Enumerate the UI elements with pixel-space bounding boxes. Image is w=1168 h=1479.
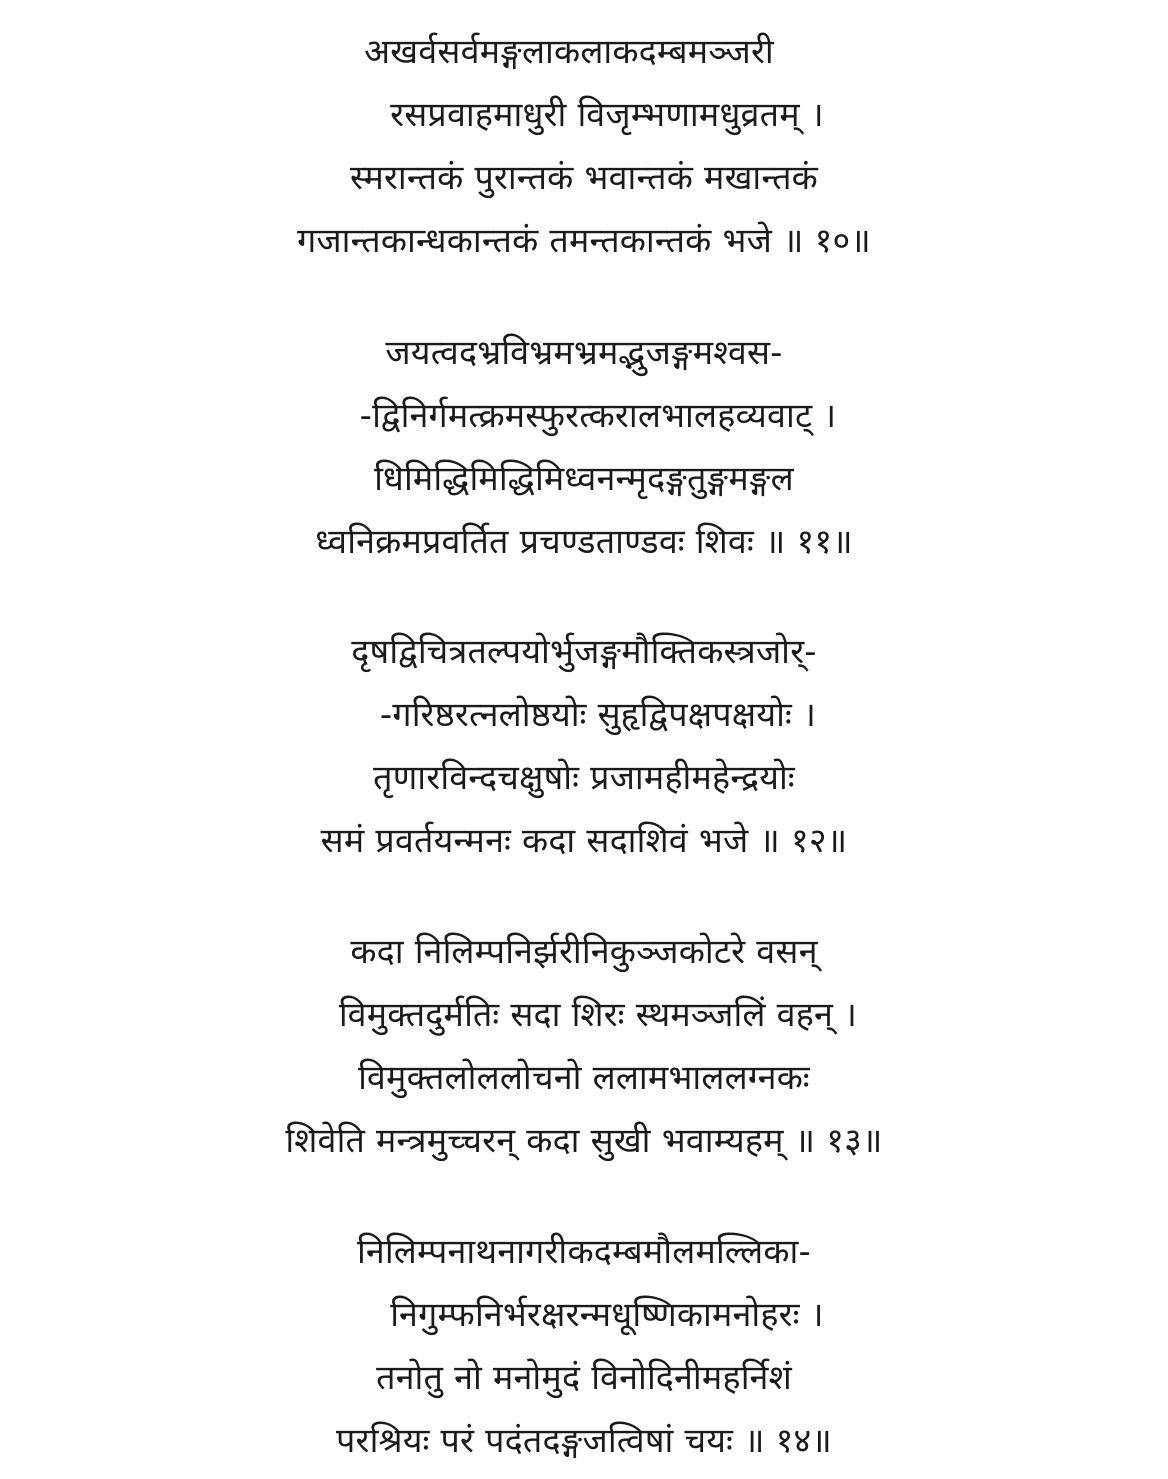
verse-line: रसप्रवाहमाधुरी विजृम्भणामधुव्रतम् । — [390, 95, 824, 135]
verse-line: कदा निलिम्पनिर्झरीनिकुञ्जकोटरे वसन् — [350, 932, 818, 972]
verse-line: तनोतु नो मनोमुदं विनोदिनीमहर्निशं — [376, 1358, 792, 1398]
verse-line: निलिम्पनाथनागरीकदम्बमौलमल्लिका- — [357, 1232, 811, 1272]
verse-line: अखर्वसर्वमङ्गलाकलाकदम्बमञ्जरी — [364, 32, 774, 72]
verse-line: विमुक्तलोललोचनो ललामभाललग्नकः — [358, 1058, 810, 1098]
verse-line: विमुक्तदुर्मतिः सदा शिरः स्थमञ्जलिं वहन् । — [338, 995, 858, 1035]
verse-line: -द्विनिर्गमत्क्रमस्फुरत्करालभालहव्यवाट् । — [359, 396, 837, 436]
verse-line: समं प्रवर्तयन्मनः कदा सदाशिवं भजे ॥ १२॥ — [320, 821, 848, 861]
verse-line: गजान्तकान्धकान्तकं तमन्तकान्तकं भजे ॥ १०॥ — [297, 221, 871, 261]
verse-line: परश्रियः परं पदंतदङ्गजत्विषां चयः ॥ १४॥ — [336, 1421, 832, 1461]
verse-line: जयत्वदभ्रविभ्रमभ्रमद्भुजङ्गमश्वस- — [385, 333, 783, 373]
verse-line: स्मरान्तकं पुरान्तकं भवान्तकं मखान्तकं — [350, 158, 818, 198]
verse-line: धिमिद्धिमिद्धिमिध्वनन्मृदङ्गतुङ्गमङ्गल — [374, 459, 794, 499]
verse-line: ध्वनिक्रमप्रवर्तित प्रचण्डताण्डवः शिवः ॥ ११॥ — [315, 522, 853, 562]
verse-line: निगुम्फनिर्भरक्षरन्मधूष्णिकामनोहरः । — [390, 1295, 824, 1335]
verse-line: -गरिष्ठरत्नलोष्ठयोः सुहृद्विपक्षपक्षयोः । — [379, 695, 817, 735]
verse-line: दृषद्विचित्रतल्पयोर्भुजङ्गमौक्तिकस्त्रजोर्- — [351, 632, 817, 672]
verse-line: शिवेति मन्त्रमुच्चरन् कदा सुखी भवाम्यहम् ॥ १३॥ — [285, 1121, 883, 1161]
verse-line: तृणारविन्दचक्षुषोः प्रजामहीमहेन्द्रयोः — [373, 758, 795, 798]
